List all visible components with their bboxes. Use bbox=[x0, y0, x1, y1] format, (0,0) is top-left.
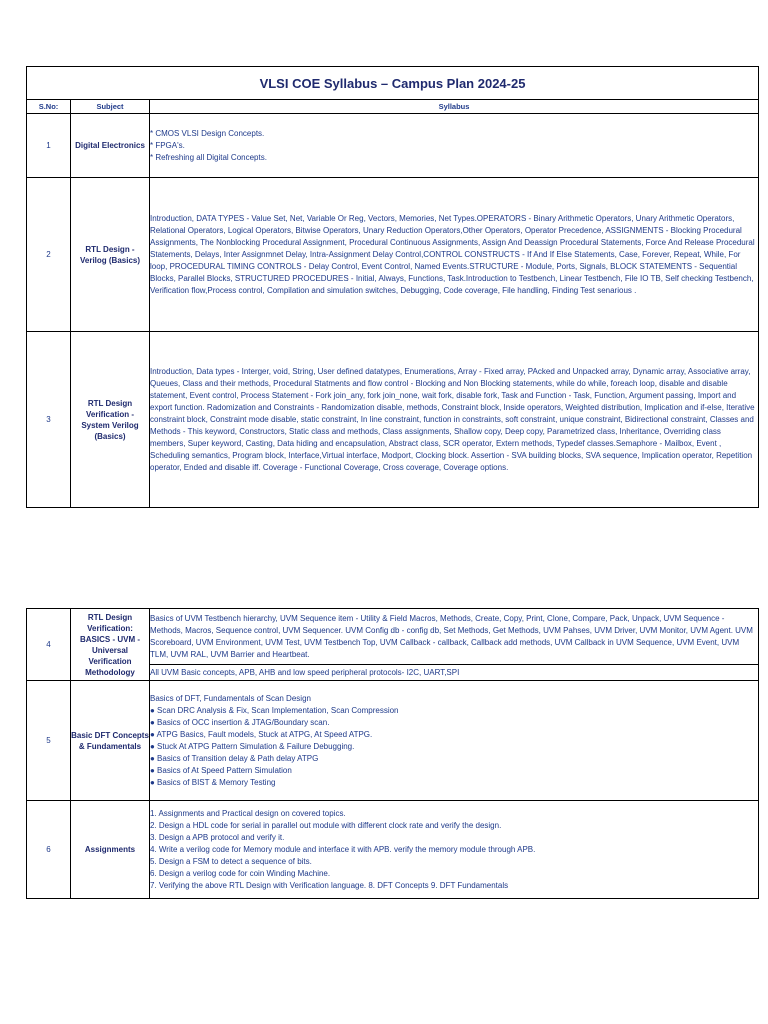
table-row bbox=[27, 332, 759, 508]
row-subject: Digital Electronics bbox=[71, 114, 150, 178]
syllabus-line: Introduction, Data types - Interger, void, String, User defined datatypes, Enumerations, Array - Fixed array, PAcked and Unpacked array, Dynamic array, Associative array, Queues, Class and their methods, Procedural Statments and flow control - Blocking and Non Blocking statements, while do while, foreach loop, disable and disable statement, Event control, Process Statement - Fork join_any, fork join_none, wait fork, disable fork, Task and Function - Task, Function, Argument passing, Import and export function. Radomization and Constraints - Randomization disable, methods, Constraint block, Inside operators, Weighted distribution, Implication and if-else, Iterative constraint block, Constraint mode disable, static constraint, In line constraint, function in constraints, soft constraint, unique constraint, Bidirectional constraint, Classes and Methods - This keyword, Constructors, Static class and methods, Class assignments, Shallow copy, Deep copy, Parametrized class, Inheritance, Overriding class members, Super keyword, Casting, Data hiding and encapsulation, Abstract class, SCR operator, Extern methods, Typedef classes.Semaphore - Mailbox, Event , Scheduling semantics, Program block, Interface,Virtual interface, Modport, Clocking block. Assertion - SVA building blocks, SVA sequence, Implication operator, Repetition operator, Ended and disable iff. Coverage - Functional Coverage, Cross coverage, Coverage options. bbox=[150, 366, 755, 472]
syllabus-line: 1. Assignments and Practical design on covered topics. bbox=[150, 808, 346, 818]
row-subject: RTL Design Verification - System Verilog (Basics) bbox=[71, 332, 150, 508]
syllabus-line: ● ATPG Basics, Fault models, Stuck at ATPG, At Speed ATPG. bbox=[150, 729, 373, 739]
row-syllabus bbox=[150, 178, 759, 332]
row-subject: Assignments bbox=[71, 801, 150, 899]
row-subject: RTL Design Verification: BASICS - UVM - Universal Verification Methodology bbox=[71, 609, 150, 681]
row-syllabus bbox=[150, 332, 759, 508]
syllabus-line: ● Basics of Transition delay & Path delay ATPG bbox=[150, 753, 319, 763]
syllabus-table-top bbox=[26, 66, 759, 508]
syllabus-line: 5. Design a FSM to detect a sequence of bits. bbox=[150, 856, 312, 866]
row-sno: 5 bbox=[27, 681, 71, 801]
syllabus-line: 7. Verifying the above RTL Design with Verification language. 8. DFT Concepts 9. DFT Fundamentals bbox=[150, 880, 509, 890]
table-row bbox=[27, 609, 759, 665]
table-row bbox=[27, 178, 759, 332]
row-syllabus bbox=[150, 801, 759, 899]
syllabus-line: * FPGA's. bbox=[150, 140, 185, 150]
syllabus-line: 6. Design a verilog code for coin Winding Machine. bbox=[150, 868, 331, 878]
syllabus-line: ● Basics of At Speed Pattern Simulation bbox=[150, 765, 292, 775]
table-row bbox=[27, 801, 759, 899]
syllabus-line: Basics of UVM Testbench hierarchy, UVM Sequence item - Utility & Field Macros, Methods, Create, Copy, Print, Clone, Compare, Pack, Unpack, UVM Sequence - Methods, Macros, Sequence control, UVM Sequencer. UVM Config db - config db, Set Methods, Get Methods, UVM Pahses, UVM Driver, UVM Monitor, UVM Agent. UVM Scoreboard, UVM Environment, UVM Test, UVM Testbench Top, UVM Callback - callback, Callback add methods, UVM Callback in UVM Sequence, UVM Event, UVM TLM, UVM RAL, UVM Barrier and Heartbeat. bbox=[150, 613, 753, 659]
row-sno: 2 bbox=[27, 178, 71, 332]
syllabus-line: 3. Design a APB protocol and verify it. bbox=[150, 832, 285, 842]
syllabus-line: 2. Design a HDL code for serial in parallel out module with different clock rate and verify the design. bbox=[150, 820, 502, 830]
syllabus-line: * Refreshing all Digital Concepts. bbox=[150, 152, 267, 162]
syllabus-line: 4. Write a verilog code for Memory module and interface it with APB. verify the memory module through APB. bbox=[150, 844, 536, 854]
row-subject: Basic DFT Concepts & Fundamentals bbox=[71, 681, 150, 801]
row-syllabus bbox=[150, 681, 759, 801]
syllabus-line: ● Stuck At ATPG Pattern Simulation & Failure Debugging. bbox=[150, 741, 355, 751]
row-sno: 6 bbox=[27, 801, 71, 899]
table-row bbox=[27, 681, 759, 801]
syllabus-table-bottom bbox=[26, 608, 759, 899]
row-syllabus-extra: All UVM Basic concepts, APB, AHB and low speed peripheral protocols- I2C, UART,SPI bbox=[150, 665, 759, 681]
header-sno: S.No: bbox=[27, 100, 71, 114]
row-subject: RTL Design - Verilog (Basics) bbox=[71, 178, 150, 332]
document-title: VLSI COE Syllabus – Campus Plan 2024-25 bbox=[27, 67, 759, 100]
row-syllabus bbox=[150, 609, 759, 665]
syllabus-line: ● Basics of OCC insertion & JTAG/Boundary scan. bbox=[150, 717, 330, 727]
table-row bbox=[27, 114, 759, 178]
syllabus-line: * CMOS VLSI Design Concepts. bbox=[150, 128, 265, 138]
syllabus-line: ● Basics of BIST & Memory Testing bbox=[150, 777, 276, 787]
row-sno: 1 bbox=[27, 114, 71, 178]
header-syllabus: Syllabus bbox=[150, 100, 759, 114]
header-subject: Subject bbox=[71, 100, 150, 114]
syllabus-line: Basics of DFT, Fundamentals of Scan Design bbox=[150, 693, 311, 703]
row-syllabus bbox=[150, 114, 759, 178]
syllabus-line: ● Scan DRC Analysis & Fix, Scan Implementation, Scan Compression bbox=[150, 705, 399, 715]
row-sno: 4 bbox=[27, 609, 71, 681]
syllabus-line: Introduction, DATA TYPES - Value Set, Net, Variable Or Reg, Vectors, Memories, Net Types.OPERATORS - Binary Arithmetic Operators, Unary Arithmetic Operators, Relational Operators, Logical Operators, Bitwise Operators, Unary Reduction Operators,Other Operators, Operator Precedence, ASSIGNMENTS - Blocking Procedural Assignments, The Nonblocking Procedural Assignment, Procedural Continuous Assignments, Assign And Deassign Procedural Statements, Force And Release Procedural Statements, Delays, Inter Assignmnet Delay, Intra-Assignment Delay Control,CONTROL CONSTRUCTS - If And If Else Statements, Case, Forever, Repeat, While, For loop, PROCEDURAL TIMING CONTROLS - Delay Control, Event Control, Named Events.STRUCTURE - Module, Ports, Signals, BLOCK STATEMENTS - Sequential Blocks, Parallel Blocks, STRUCTURED PROCEDURES - Initial, Always, Functions, Task.Introduction to Testbench, Linear Testbench, File IO TB, Self checking Testbench, Verification flow,Process control, Compilation and simulation switches, Debugging, Code coverage, File handling, Finding Test senarious . bbox=[150, 213, 755, 295]
row-sno: 3 bbox=[27, 332, 71, 508]
